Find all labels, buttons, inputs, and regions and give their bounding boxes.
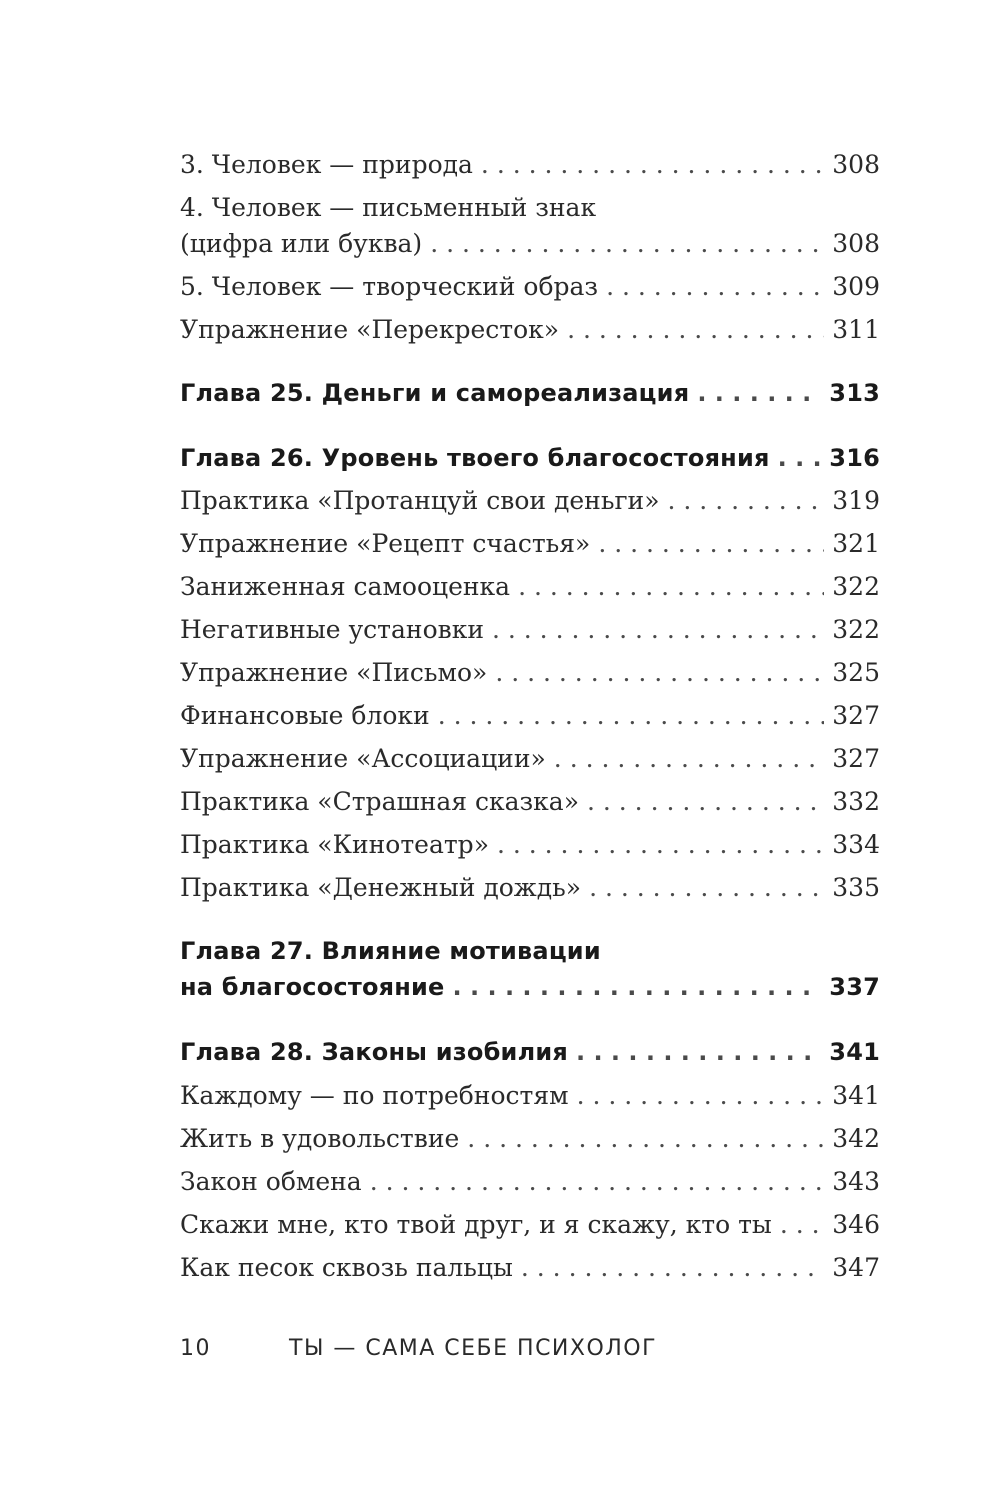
toc-entry-line	[180, 315, 880, 344]
toc-page-number: 346	[832, 1210, 880, 1239]
toc-entry-line	[180, 572, 880, 601]
toc-entry-title: Упражнение «Ассоциации»	[180, 744, 546, 773]
toc-entry-title: Закон обмена	[180, 1167, 362, 1196]
toc-page-number: 316	[829, 444, 880, 472]
dot-leader	[438, 701, 825, 730]
dot-leader	[567, 315, 824, 344]
dot-leader	[495, 658, 824, 687]
toc-entry-title: 4. Человек — письменный знак	[180, 193, 597, 222]
toc-entry-title: Практика «Страшная сказка»	[180, 787, 579, 816]
toc-page-number: 321	[832, 529, 880, 558]
dot-leader	[606, 272, 824, 301]
toc-chapter-line	[180, 937, 880, 965]
toc-page-number: 334	[832, 830, 880, 859]
dot-leader	[430, 229, 824, 258]
dot-leader	[577, 1081, 825, 1110]
toc-entry-title: Негативные установки	[180, 615, 484, 644]
toc-chapter-line	[180, 379, 880, 407]
toc-entry-line	[180, 830, 880, 859]
dot-leader	[598, 529, 824, 558]
toc-page-number: 311	[832, 315, 880, 344]
toc-chapter-line	[180, 444, 880, 472]
toc-chapter-line	[180, 1038, 880, 1066]
toc-page-number: 341	[829, 1038, 880, 1066]
dot-leader	[497, 830, 824, 859]
toc-entry-title: 5. Человек — творческий образ	[180, 272, 599, 301]
dot-leader	[481, 150, 824, 179]
toc-entry-title: Финансовые блоки	[180, 701, 430, 730]
toc-entry-line	[180, 615, 880, 644]
toc-entry-title: Упражнение «Рецепт счастья»	[180, 529, 591, 558]
toc-page-number: 342	[832, 1124, 880, 1153]
toc-entry-title: на благосостояние	[180, 973, 445, 1001]
toc-entry-title: 3. Человек — природа	[180, 150, 473, 179]
toc-entry-line	[180, 701, 880, 730]
dot-leader	[780, 1210, 824, 1239]
toc-entry-title: Как песок сквозь пальцы	[180, 1253, 513, 1282]
dot-leader	[518, 572, 824, 601]
toc-entry-line	[180, 658, 880, 687]
dot-leader	[697, 379, 821, 407]
toc-entry-line	[180, 1081, 880, 1110]
toc-entry-title: Глава 27. Влияние мотивации	[180, 937, 601, 965]
toc-page-number: 341	[832, 1081, 880, 1110]
toc-page-number: 308	[832, 229, 880, 258]
toc-entry-line	[180, 272, 880, 301]
toc-entry-line	[180, 150, 880, 179]
toc-page-number: 335	[832, 873, 880, 902]
toc-entry-line	[180, 1124, 880, 1153]
toc-entry-line	[180, 1167, 880, 1196]
toc-entry-line	[180, 486, 880, 515]
toc-entry-title: Глава 25. Деньги и самореализация	[180, 379, 690, 407]
toc-entry-title: Практика «Кинотеатр»	[180, 830, 489, 859]
toc-entry-title: Практика «Протанцуй свои деньги»	[180, 486, 660, 515]
dot-leader	[521, 1253, 824, 1282]
toc-page-number: 322	[832, 572, 880, 601]
toc-entry-title: Жить в удовольствие	[180, 1124, 460, 1153]
dot-leader	[778, 444, 822, 472]
toc-page-number: 322	[832, 615, 880, 644]
toc-entry-title: Практика «Денежный дождь»	[180, 873, 582, 902]
toc-entry-title: Заниженная самооценка	[180, 572, 511, 601]
toc-entry-title: Скажи мне, кто твой друг, и я скажу, кто ты	[180, 1210, 772, 1239]
dot-leader	[467, 1124, 824, 1153]
running-title: ТЫ — САМА СЕБЕ ПСИХОЛОГ	[289, 1336, 658, 1361]
toc-entry-title: (цифра или буква)	[180, 229, 423, 258]
dot-leader	[576, 1038, 821, 1066]
toc-page-number: 327	[832, 701, 880, 730]
dot-leader	[370, 1167, 825, 1196]
dot-leader	[668, 486, 825, 515]
dot-leader	[587, 787, 824, 816]
toc-entry-line	[180, 744, 880, 773]
toc-page-number: 347	[832, 1253, 880, 1282]
dot-leader	[554, 744, 824, 773]
toc-page-number: 327	[832, 744, 880, 773]
toc-page-number: 332	[832, 787, 880, 816]
toc-entry-line	[180, 193, 880, 222]
dot-leader	[589, 873, 824, 902]
toc-entry-title: Каждому — по потребностям	[180, 1081, 569, 1110]
toc-entry-line	[180, 1253, 880, 1282]
toc-page-number: 337	[829, 973, 880, 1001]
toc-chapter-line	[180, 973, 880, 1001]
page-footer	[180, 1336, 657, 1361]
toc-page-number: 325	[832, 658, 880, 687]
toc-entry-title: Упражнение «Письмо»	[180, 658, 488, 687]
toc-entry-title: Глава 28. Законы изобилия	[180, 1038, 568, 1066]
toc-entry-line	[180, 873, 880, 902]
toc-page-number: 343	[832, 1167, 880, 1196]
toc-page-number: 309	[832, 272, 880, 301]
toc-entry-line	[180, 787, 880, 816]
toc-entry-title: Упражнение «Перекресток»	[180, 315, 560, 344]
dot-leader	[492, 615, 824, 644]
toc-entry-title: Глава 26. Уровень твоего благосостояния	[180, 444, 770, 472]
toc-entry-line	[180, 1210, 880, 1239]
toc-page-number: 313	[829, 379, 880, 407]
toc-page-number: 319	[832, 486, 880, 515]
toc-page-number: 308	[832, 150, 880, 179]
toc-entry-line	[180, 229, 880, 258]
page-number: 10	[180, 1336, 211, 1361]
dot-leader	[453, 973, 822, 1001]
toc-entry-line	[180, 529, 880, 558]
